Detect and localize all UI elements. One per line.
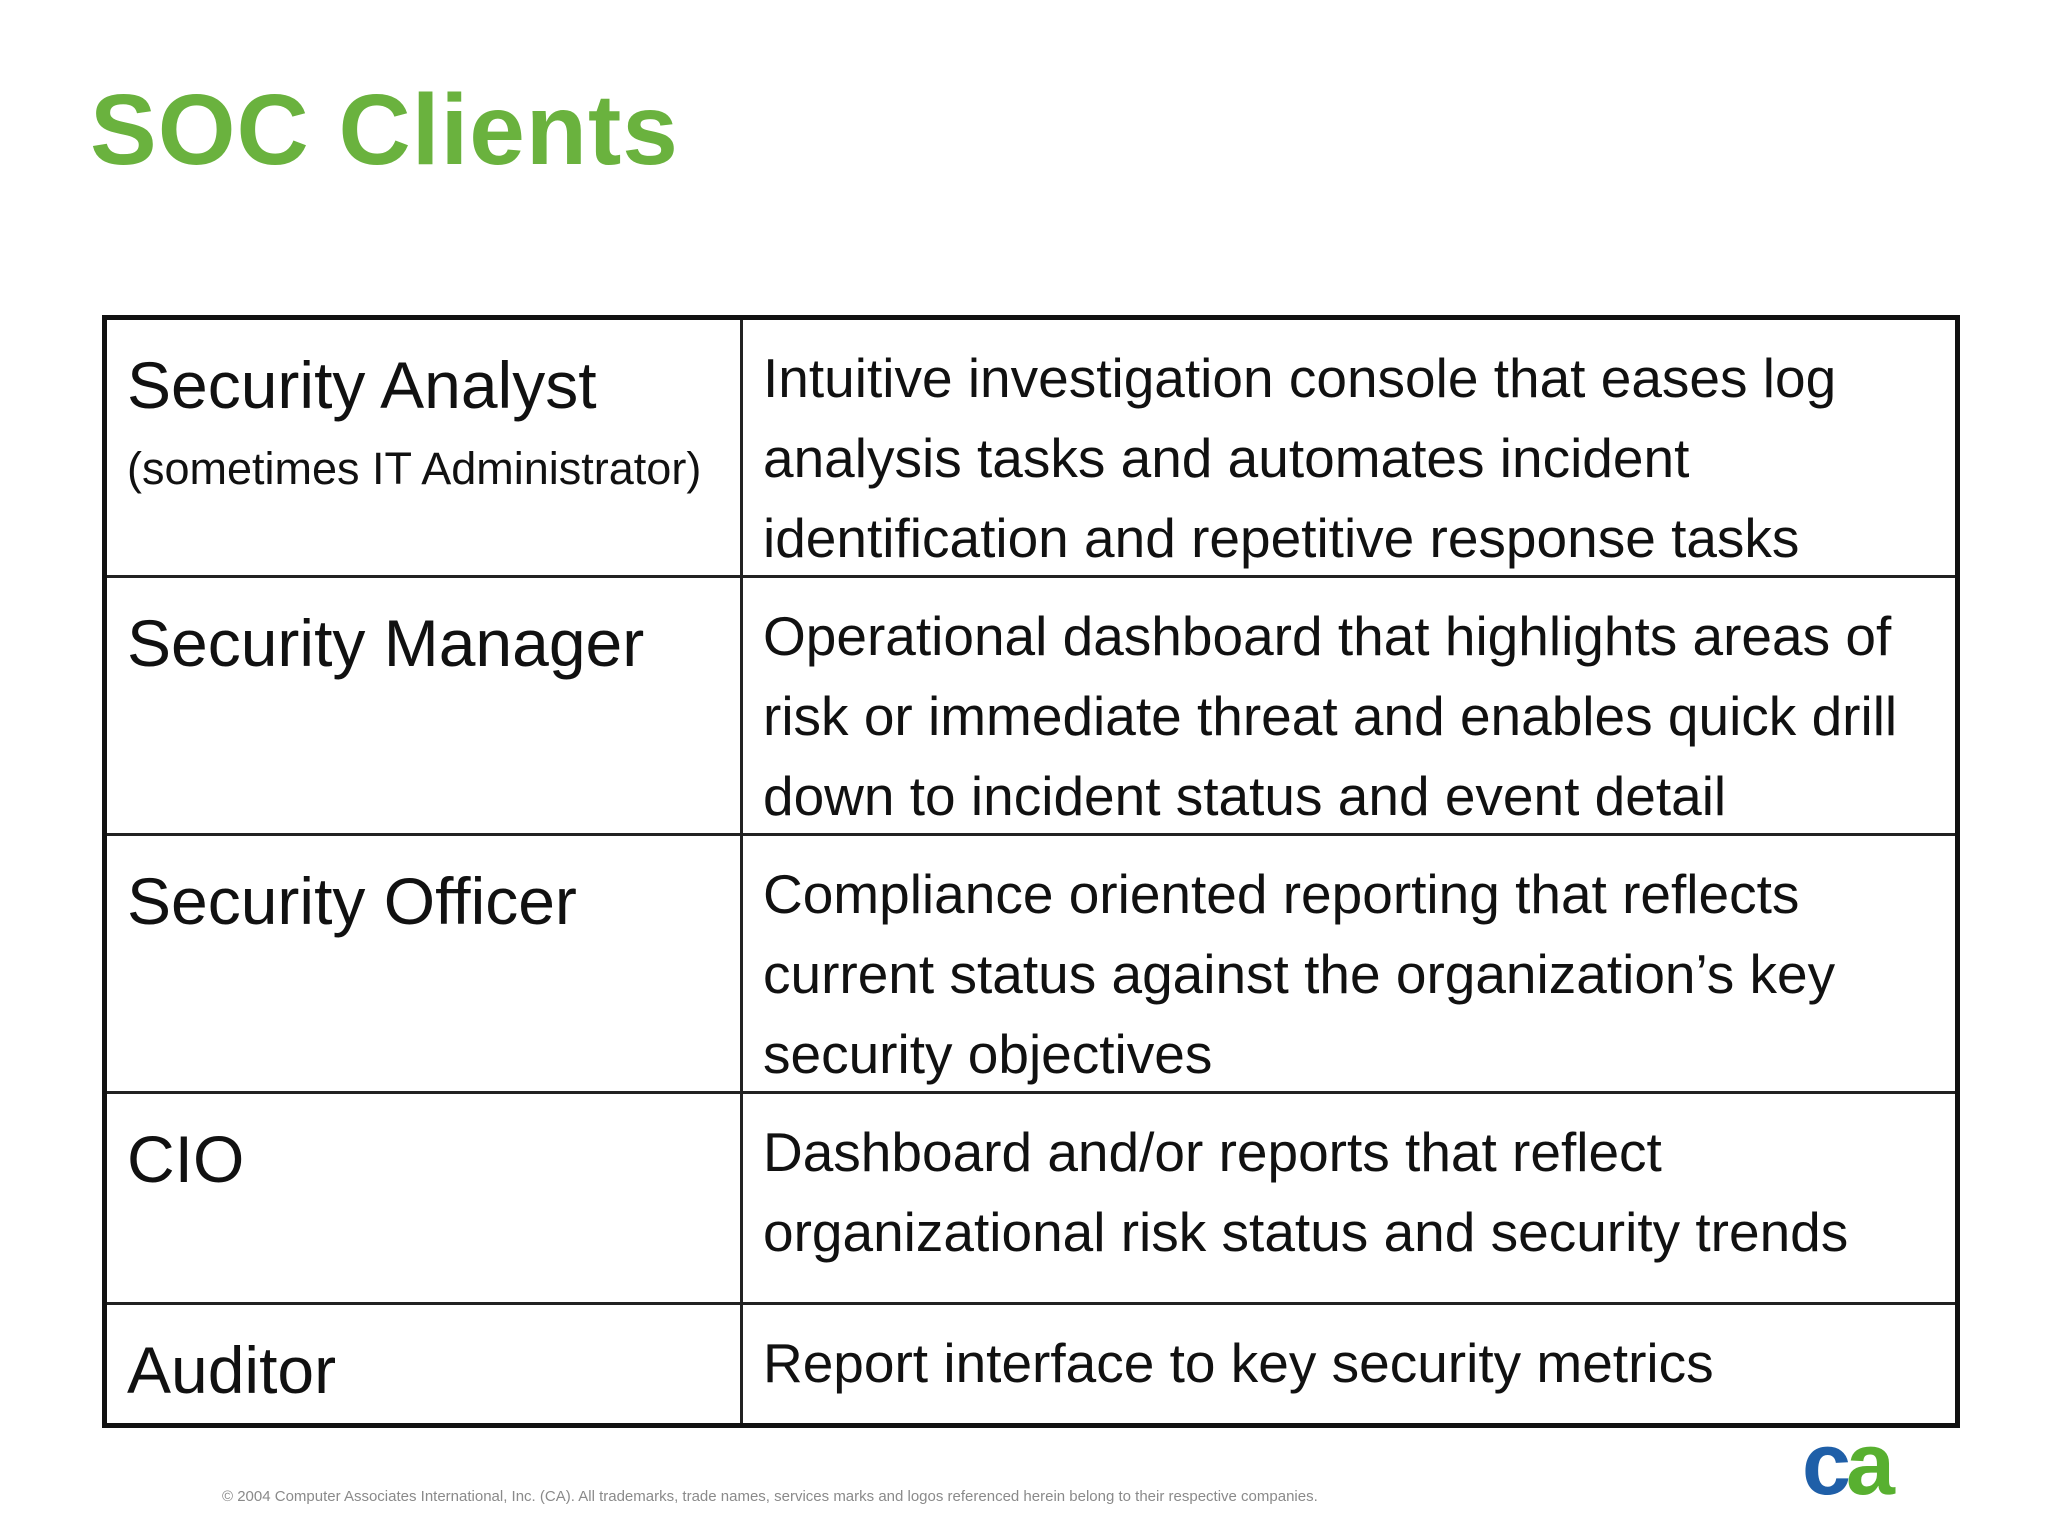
role-name: Security Manager <box>127 606 645 680</box>
logo-letter-c: c <box>1802 1428 1851 1504</box>
soc-clients-table <box>102 315 1960 1428</box>
role-cell <box>107 1094 743 1302</box>
role-description: Operational dashboard that highlights areas of risk or immediate threat and enables quick drill down to incident status and event detail <box>763 605 1898 827</box>
role-name: Security Analyst <box>127 348 597 422</box>
description-cell <box>743 1305 1955 1423</box>
table-row <box>107 320 1955 578</box>
logo-letter-a: a <box>1846 1428 1895 1504</box>
role-name: CIO <box>127 1122 245 1196</box>
role-note: (sometimes IT Administrator) <box>127 442 702 494</box>
role-cell <box>107 836 743 1091</box>
description-cell <box>743 1094 1955 1302</box>
description-cell <box>743 320 1955 575</box>
slide-title: SOC Clients <box>90 74 679 186</box>
role-name: Auditor <box>127 1333 337 1407</box>
role-name: Security Officer <box>127 864 577 938</box>
table-row <box>107 1094 1955 1305</box>
role-description: Dashboard and/or reports that reflect organizational risk status and security trends <box>763 1121 1849 1263</box>
table-row <box>107 836 1955 1094</box>
table-row <box>107 578 1955 836</box>
description-cell <box>743 578 1955 833</box>
role-description: Compliance oriented reporting that reflects current status against the organization’s key security objectives <box>763 863 1836 1085</box>
role-cell <box>107 578 743 833</box>
role-description: Report interface to key security metrics <box>763 1332 1714 1394</box>
table-row <box>107 1305 1955 1423</box>
ca-logo <box>1802 1428 1912 1504</box>
role-cell <box>107 320 743 575</box>
role-description: Intuitive investigation console that eases log analysis tasks and automates incident identification and repetitive response tasks <box>763 347 1837 569</box>
copyright-footer: © 2004 Computer Associates International, Inc. (CA). All trademarks, trade names, services marks and logos referenced herein belong to their respective companies. <box>222 1488 1318 1505</box>
description-cell <box>743 836 1955 1091</box>
role-cell <box>107 1305 743 1423</box>
